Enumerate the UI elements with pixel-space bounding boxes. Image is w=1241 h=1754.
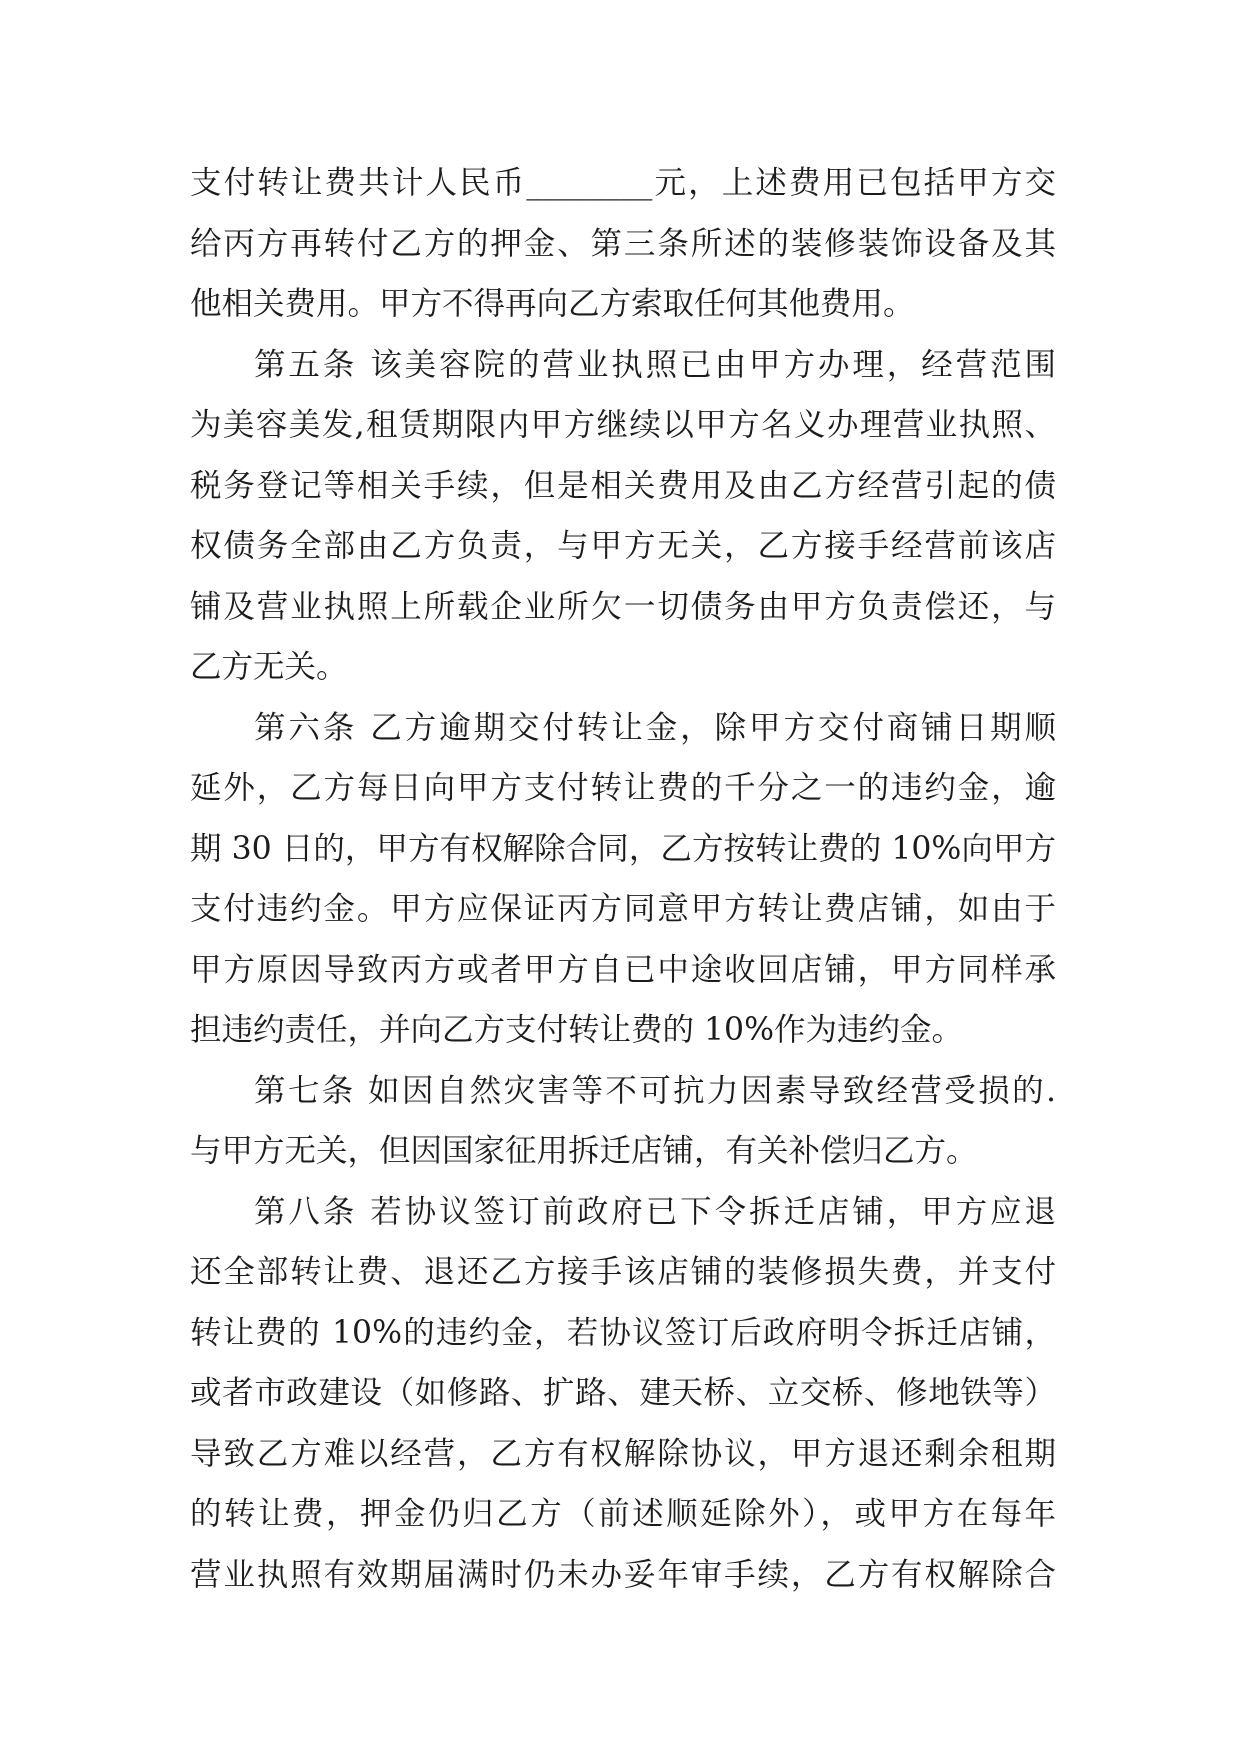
article-8-line-1: 第八条 若协议签订前政府已下令拆迁店铺，甲方应退 [254, 1193, 1056, 1230]
article-5 [190, 335, 1056, 698]
article-6-line-4: 支付违约金。甲方应保证丙方同意甲方转让费店铺，如由于 [190, 891, 1056, 927]
article-6-line-6: 担违约责任，并向乙方支付转让费的 10%作为违约金。 [190, 1012, 964, 1048]
article-8 [190, 1182, 1056, 1606]
article-4-line-1: 支付转让费共计人民币________元，上述费用已包括甲方交 [190, 165, 1056, 201]
article-6 [190, 698, 1056, 1061]
article-8-line-6: 的转让费，押金仍归乙方（前述顺延除外），或甲方在每年 [190, 1496, 1056, 1532]
article-6-line-3: 期 30 日的，甲方有权解除合同，乙方按转让费的 10%向甲方 [190, 830, 1056, 867]
article-6-line-1: 第六条 乙方逾期交付转让金，除甲方交付商铺日期顺 [254, 709, 1056, 746]
article-6-line-5: 甲方原因导致丙方或者甲方自已中途收回店铺，甲方同样承 [190, 951, 1056, 988]
article-5-line-5: 铺及营业执照上所载企业所欠一切债务由甲方负责偿还，与 [190, 588, 1056, 625]
article-8-line-3: 转让费的 10%的违约金，若协议签订后政府明令拆迁店铺， [190, 1314, 1056, 1351]
article-5-line-4: 权债务全部由乙方负责，与甲方无关，乙方接手经营前该店 [190, 528, 1056, 564]
article-4-line-2: 给丙方再转付乙方的押金、第三条所述的装修装饰设备及其 [190, 225, 1056, 262]
article-4-line-3: 他相关费用。甲方不得再向乙方索取任何其他费用。 [190, 286, 915, 322]
article-8-line-2: 还全部转让费、退还乙方接手该店铺的装修损失费，并支付 [190, 1254, 1056, 1290]
article-7-line-1: 第七条 如因自然灾害等不可抗力因素导致经营受损的. [254, 1072, 1056, 1109]
article-4-continued [190, 153, 1056, 335]
article-5-line-2: 为美容美发,租赁期限内甲方继续以甲方名义办理营业执照、 [190, 407, 1056, 443]
document-body [190, 153, 1056, 1605]
article-6-line-2: 延外，乙方每日向甲方支付转让费的千分之一的违约金，逾 [190, 770, 1056, 806]
article-5-line-1: 第五条 该美容院的营业执照已由甲方办理，经营范围 [254, 346, 1056, 383]
article-5-line-6: 乙方无关。 [190, 649, 348, 685]
article-8-line-7: 营业执照有效期届满时仍未办妥年审手续，乙方有权解除合 [190, 1556, 1056, 1593]
article-7-line-2: 与甲方无关，但因国家征用拆迁店铺，有关补偿归乙方。 [190, 1133, 978, 1169]
article-5-line-3: 税务登记等相关手续，但是相关费用及由乙方经营引起的债 [190, 467, 1056, 504]
article-8-line-5: 导致乙方难以经营，乙方有权解除协议，甲方退还剩余租期 [190, 1435, 1056, 1472]
article-8-line-4: 或者市政建设（如修路、扩路、建天桥、立交桥、修地铁等） [190, 1375, 1056, 1411]
article-7 [190, 1061, 1056, 1182]
